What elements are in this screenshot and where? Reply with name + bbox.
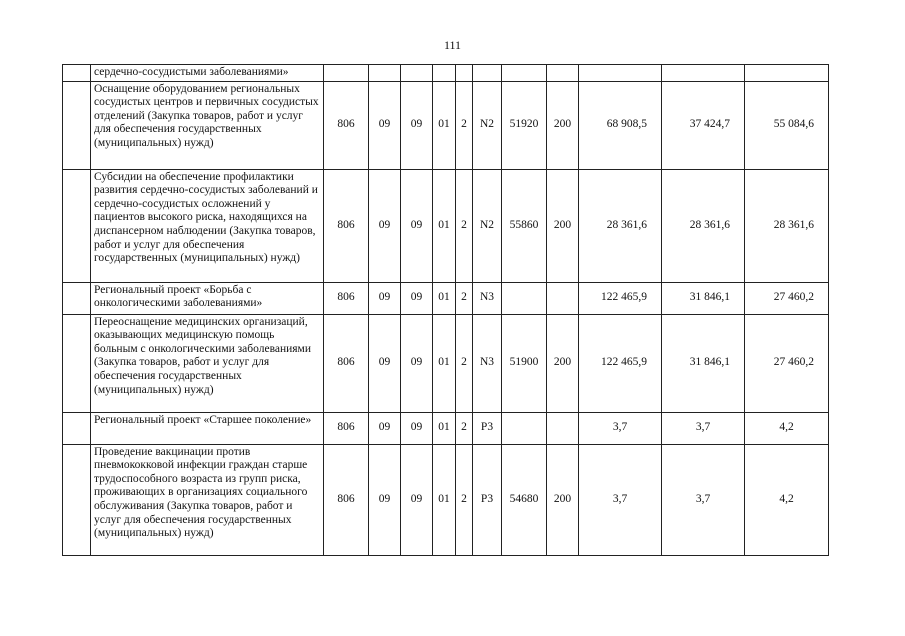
expense-type-cell	[547, 282, 579, 314]
description-cell: Субсидии на обеспечение профилактики развития сердечно-сосудистых заболеваний и сердечно-сосудистых осложнений у пациентов высокого риска, находящихся на диспансерном наблюдении (Закупка товаров, работ и услуг для обеспечения государственных (муниципальных) нужд)	[91, 169, 324, 282]
ministry-code-cell: 806	[324, 282, 369, 314]
subsection-code-cell: 09	[401, 444, 433, 555]
subprogram-code-cell: 2	[456, 169, 473, 282]
section-code-cell: 09	[369, 412, 401, 444]
direction-code-cell: 55860	[502, 169, 547, 282]
section-code-cell: 09	[369, 169, 401, 282]
amount-year-2-cell: 3,7	[662, 444, 745, 555]
subsection-code-cell: 09	[401, 282, 433, 314]
direction-code-cell: 51900	[502, 314, 547, 412]
subsection-code-cell: 09	[401, 412, 433, 444]
description-cell: сердечно-сосудистыми заболеваниями»	[91, 65, 324, 82]
amount-year-3-cell: 27 460,2	[745, 282, 829, 314]
amount-year-2-cell: 3,7	[662, 412, 745, 444]
ministry-code-cell	[324, 65, 369, 82]
description-cell: Региональный проект «Борьба с онкологическими заболеваниями»	[91, 282, 324, 314]
expense-type-cell: 200	[547, 314, 579, 412]
amount-year-3-cell: 55 084,6	[745, 81, 829, 169]
expense-type-cell	[547, 65, 579, 82]
index-cell	[63, 282, 91, 314]
amount-year-1-cell	[579, 65, 662, 82]
index-cell	[63, 169, 91, 282]
index-cell	[63, 412, 91, 444]
subsection-code-cell: 09	[401, 169, 433, 282]
table-row	[63, 282, 829, 314]
section-code-cell	[369, 65, 401, 82]
description-cell: Региональный проект «Старшее поколение»	[91, 412, 324, 444]
section-code-cell: 09	[369, 314, 401, 412]
program-code-cell	[433, 65, 456, 82]
amount-year-1-cell: 28 361,6	[579, 169, 662, 282]
amount-year-1-cell: 122 465,9	[579, 314, 662, 412]
index-cell	[63, 65, 91, 82]
ministry-code-cell: 806	[324, 412, 369, 444]
amount-year-3-cell: 27 460,2	[745, 314, 829, 412]
ministry-code-cell: 806	[324, 314, 369, 412]
subsection-code-cell: 09	[401, 314, 433, 412]
table-row	[63, 169, 829, 282]
subprogram-code-cell: 2	[456, 444, 473, 555]
page-number: 111	[443, 38, 462, 52]
index-cell	[63, 81, 91, 169]
table-row	[63, 65, 829, 82]
program-code-cell: 01	[433, 169, 456, 282]
amount-year-1-cell: 68 908,5	[579, 81, 662, 169]
amount-year-2-cell: 31 846,1	[662, 314, 745, 412]
program-code-cell: 01	[433, 314, 456, 412]
ministry-code-cell: 806	[324, 444, 369, 555]
amount-year-2-cell: 28 361,6	[662, 169, 745, 282]
description-cell: Оснащение оборудованием региональных сосудистых центров и первичных сосудистых отделений (Закупка товаров, работ и услуг для обеспечения государственных (муниципальных) нужд)	[91, 81, 324, 169]
subprogram-code-cell: 2	[456, 282, 473, 314]
amount-year-3-cell: 28 361,6	[745, 169, 829, 282]
section-code-cell: 09	[369, 81, 401, 169]
direction-code-cell	[502, 282, 547, 314]
amount-year-2-cell: 37 424,7	[662, 81, 745, 169]
index-cell	[63, 314, 91, 412]
project-code-cell	[473, 65, 502, 82]
subsection-code-cell: 09	[401, 81, 433, 169]
table-row	[63, 81, 829, 169]
amount-year-3-cell: 4,2	[745, 444, 829, 555]
program-code-cell: 01	[433, 412, 456, 444]
amount-year-3-cell	[745, 65, 829, 82]
project-code-cell: N2	[473, 169, 502, 282]
project-code-cell: P3	[473, 444, 502, 555]
section-code-cell: 09	[369, 444, 401, 555]
amount-year-1-cell: 3,7	[579, 412, 662, 444]
subprogram-code-cell: 2	[456, 314, 473, 412]
section-code-cell: 09	[369, 282, 401, 314]
expense-type-cell: 200	[547, 444, 579, 555]
table-row	[63, 412, 829, 444]
subprogram-code-cell	[456, 65, 473, 82]
program-code-cell: 01	[433, 444, 456, 555]
expense-type-cell	[547, 412, 579, 444]
amount-year-1-cell: 122 465,9	[579, 282, 662, 314]
budget-table	[62, 64, 829, 556]
subprogram-code-cell: 2	[456, 412, 473, 444]
direction-code-cell: 54680	[502, 444, 547, 555]
amount-year-2-cell: 31 846,1	[662, 282, 745, 314]
expense-type-cell: 200	[547, 81, 579, 169]
description-cell: Проведение вакцинации против пневмококковой инфекции граждан старше трудоспособного возраста из групп риска, проживающих в организациях социального обслуживания (Закупка товаров, работ и услуг для обеспечения государственных (муниципальных) нужд)	[91, 444, 324, 555]
amount-year-3-cell: 4,2	[745, 412, 829, 444]
description-cell: Переоснащение медицинских организаций, оказывающих медицинскую помощь больным с онкологическими заболеваниями (Закупка товаров, работ и услуг для обеспечения государственных (муниципальных) нужд)	[91, 314, 324, 412]
subsection-code-cell	[401, 65, 433, 82]
table-row	[63, 314, 829, 412]
direction-code-cell: 51920	[502, 81, 547, 169]
project-code-cell: N3	[473, 282, 502, 314]
amount-year-1-cell: 3,7	[579, 444, 662, 555]
expense-type-cell: 200	[547, 169, 579, 282]
project-code-cell: N2	[473, 81, 502, 169]
table-row	[63, 444, 829, 555]
project-code-cell: N3	[473, 314, 502, 412]
program-code-cell: 01	[433, 282, 456, 314]
direction-code-cell	[502, 65, 547, 82]
index-cell	[63, 444, 91, 555]
ministry-code-cell: 806	[324, 81, 369, 169]
direction-code-cell	[502, 412, 547, 444]
subprogram-code-cell: 2	[456, 81, 473, 169]
program-code-cell: 01	[433, 81, 456, 169]
ministry-code-cell: 806	[324, 169, 369, 282]
project-code-cell: P3	[473, 412, 502, 444]
amount-year-2-cell	[662, 65, 745, 82]
